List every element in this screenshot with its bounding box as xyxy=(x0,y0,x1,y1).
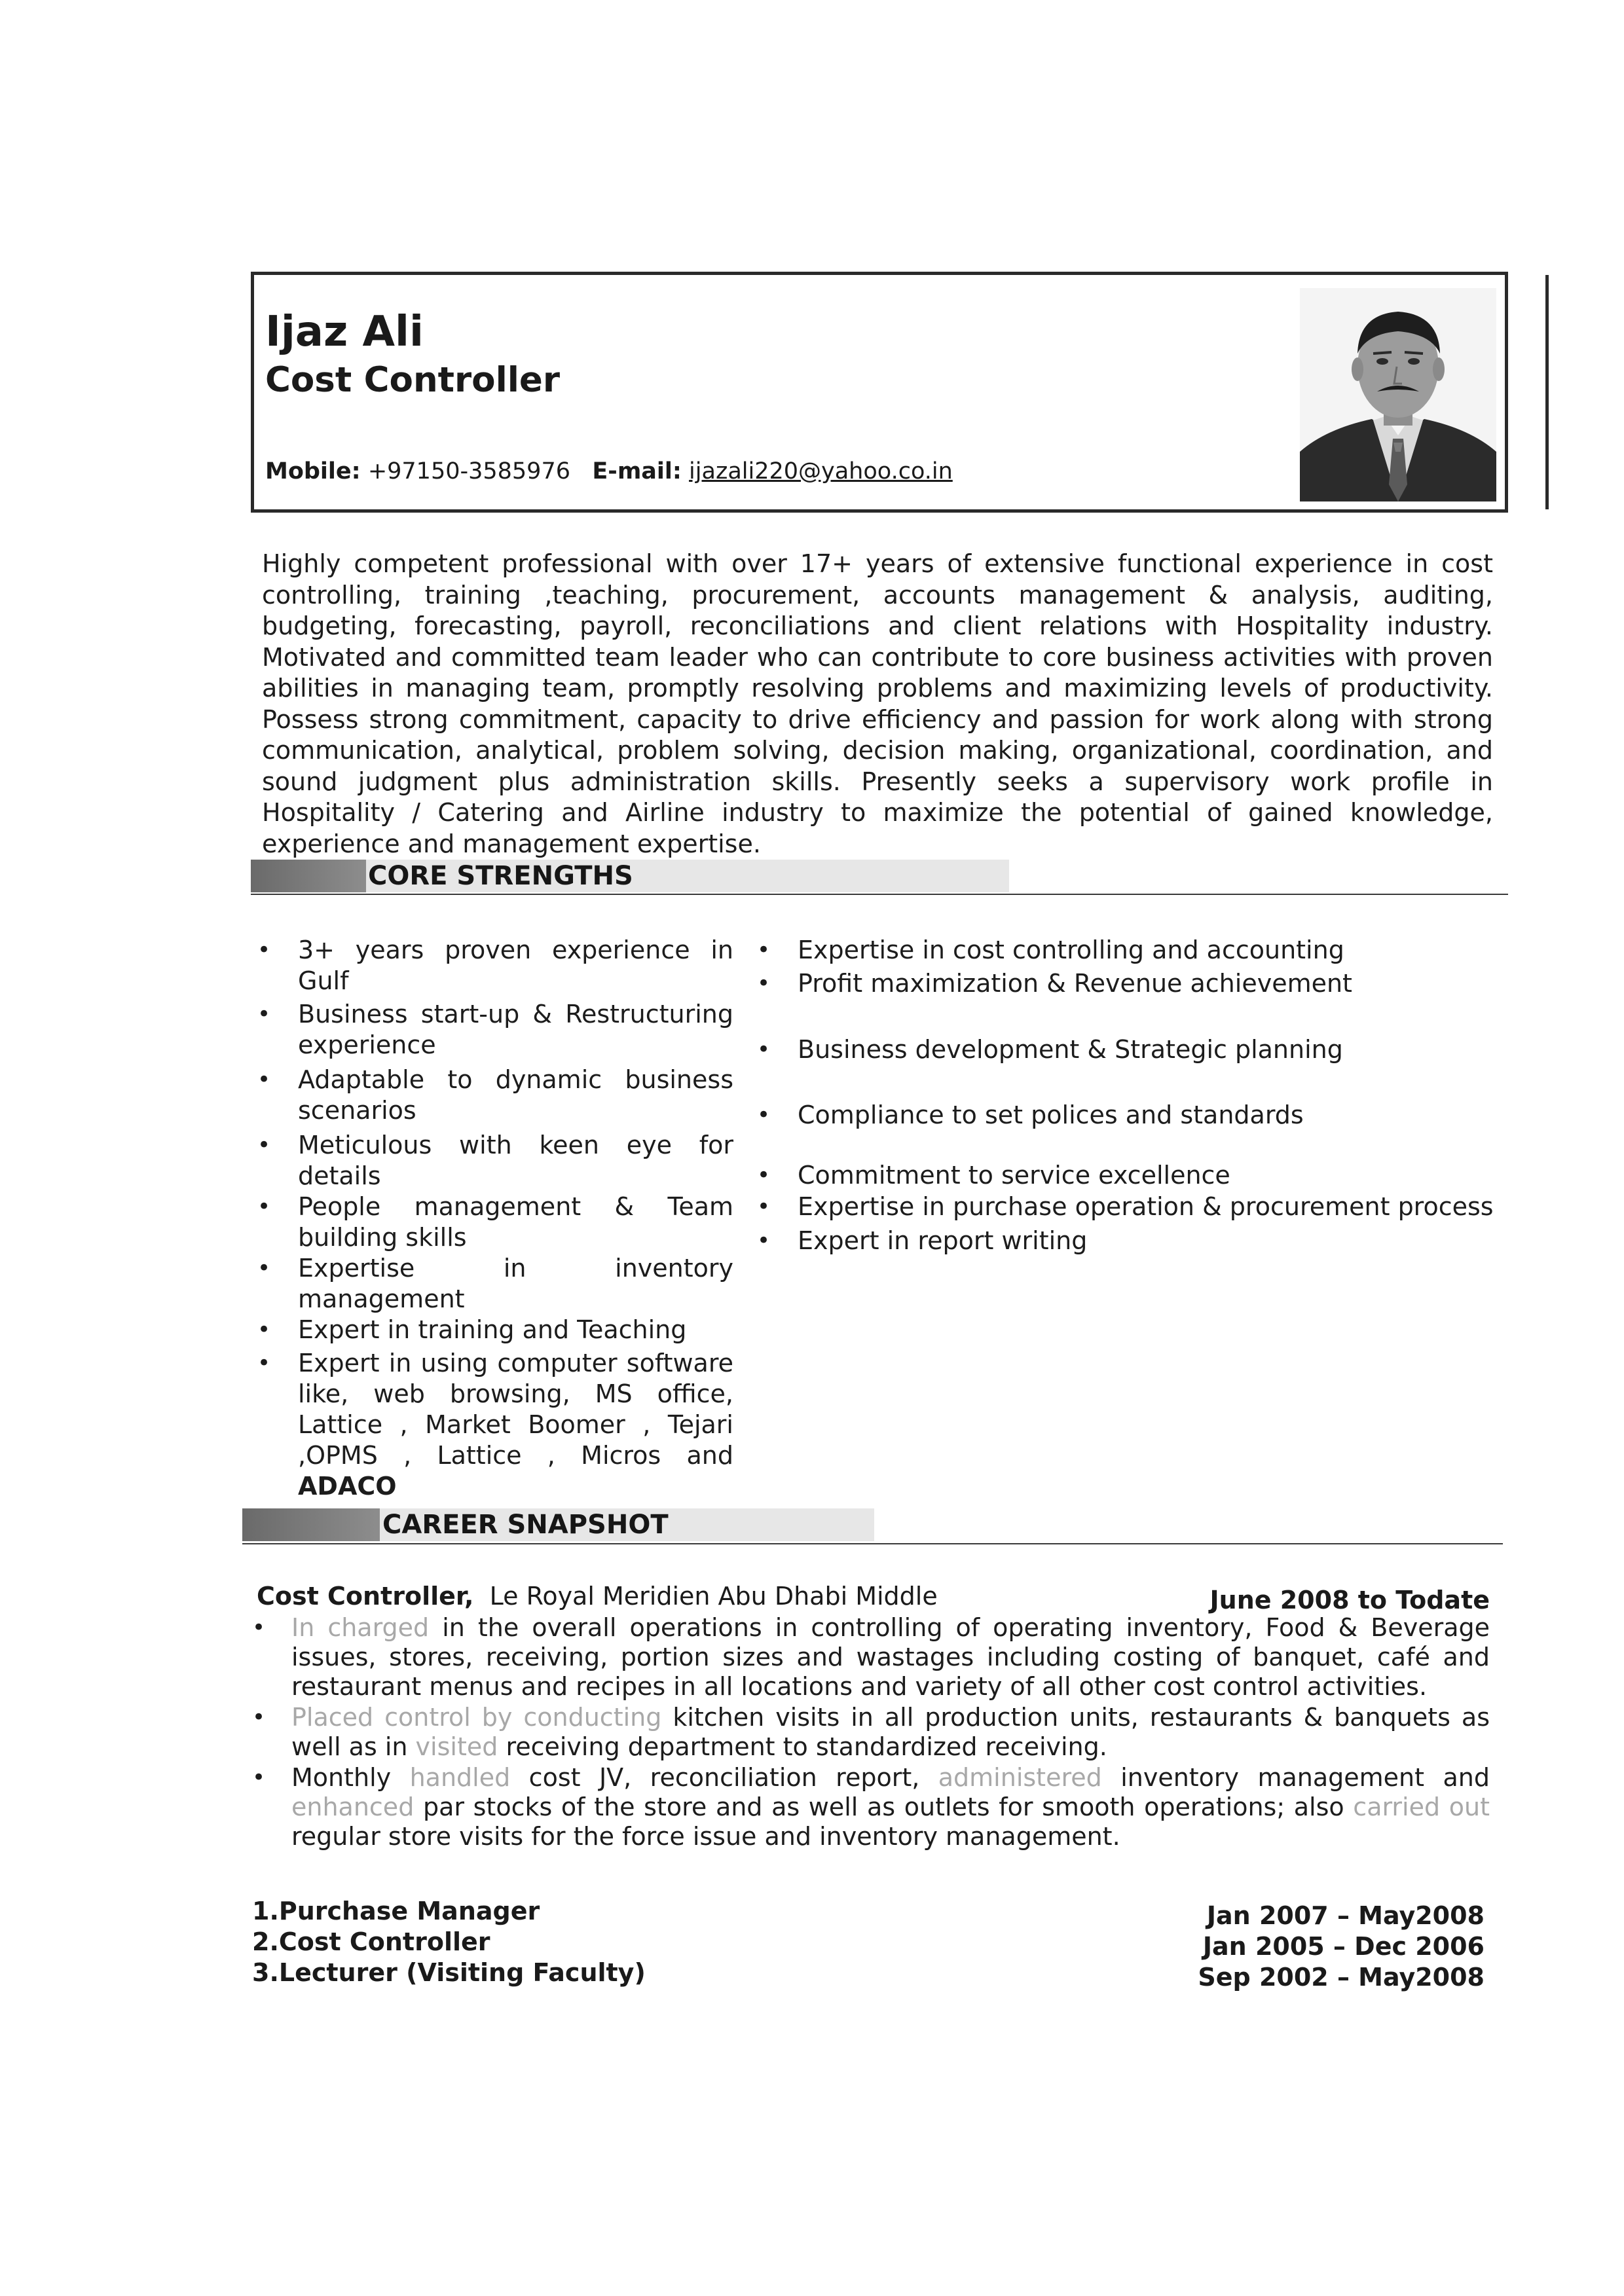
candidate-title: Cost Controller xyxy=(265,360,560,400)
position-dates: Sep 2002 – May2008 xyxy=(1198,1963,1485,1992)
email-link[interactable]: ijazali220@yahoo.co.in xyxy=(689,458,953,484)
strength-item: • Business start-up & Restructuring experience xyxy=(257,1000,733,1059)
strength-item-right: • Compliance to set polices and standards xyxy=(757,1101,1304,1129)
current-employer: Le Royal Meridien Abu Dhabi Middle xyxy=(489,1582,938,1611)
profile-summary: Highly competent professional with over 17+ years of extensive functional experience in cost controlling, training ,teaching, procurement, accounts management & analysis, auditing, budgeting, forecasting, payroll, reconciliations and client relations with Hospitality industry. Motivated and committed team leader who can contribute to core business activities with proven abilities in managing team, promptly resolving problems and maximizing levels of productivity. Possess strong commitment, capacity to drive efficiency and passion for work along with strong communication, analytical, problem solving, decision making, organizational, coordination, and sound judgment plus administration skills. Presently seeks a supervisory work profile in Hospitality / Catering and Airline industry to maximize the potential of gained knowledge, experience and management expertise. xyxy=(262,549,1493,858)
responsibility-item: • In charged in the overall operations in controlling of operating inventory, Food & Beverage issues, stores, receiving, portion sizes and wastages including costing of banquet, café and restaurant menus and recipes in all locations and variety of all other cost control activities. xyxy=(252,1613,1490,1701)
adaco-keyword: ADACO xyxy=(298,1472,397,1501)
responsibilities-list xyxy=(252,1613,1490,1851)
current-role-title: Cost Controller, xyxy=(257,1582,474,1611)
mobile-label: Mobile: xyxy=(265,458,361,484)
strength-item: • Expert in training and Teaching xyxy=(257,1315,687,1344)
strength-item-right: • Business development & Strategic planning xyxy=(757,1035,1343,1064)
position-title: 3.Lecturer (Visiting Faculty) xyxy=(252,1958,646,1987)
position-dates: Jan 2005 – Dec 2006 xyxy=(1202,1932,1485,1961)
mobile-value: +97150-3585976 xyxy=(367,458,570,484)
strength-item: • Meticulous with keen eye for details xyxy=(257,1131,733,1190)
strength-item: • Adaptable to dynamic business scenarios xyxy=(257,1065,733,1125)
strength-item: • Expertise in inventory management xyxy=(257,1254,733,1313)
core-strengths-bar-dark xyxy=(251,860,366,892)
strength-item-right: • Expert in report writing xyxy=(757,1226,1088,1255)
strengths-left-list xyxy=(252,935,733,1502)
contact-line xyxy=(265,458,953,484)
career-snapshot-heading: CAREER SNAPSHOT xyxy=(382,1510,669,1540)
position-dates: Jan 2007 – May2008 xyxy=(1206,1901,1485,1930)
strength-item-right: • Commitment to service excellence xyxy=(757,1161,1230,1190)
photo-divider xyxy=(1545,275,1549,509)
strength-item: • 3+ years proven experience in Gulf xyxy=(257,936,733,995)
strength-item: • People management & Team building skills xyxy=(257,1192,733,1252)
core-strengths-heading: CORE STRENGTHS xyxy=(368,861,633,891)
previous-positions xyxy=(252,1896,841,1988)
position-title: 2.Cost Controller xyxy=(252,1927,490,1956)
strength-item-right: • Profit maximization & Revenue achievement xyxy=(757,969,1352,998)
candidate-name: Ijaz Ali xyxy=(265,308,424,356)
position-title: 1.Purchase Manager xyxy=(252,1897,540,1925)
strength-item: • Expert in using computer software like, web browsing, MS office, Lattice , Market Boomer , Tejari ,OPMS , Lattice , Micros and ADACO xyxy=(257,1349,733,1501)
responsibility-item: • Placed control by conducting kitchen visits in all production units, restaurants & banquets as well as in visited receiving department to standardized receiving. xyxy=(252,1703,1490,1761)
current-role-dates: June 2008 to Todate xyxy=(1209,1586,1490,1614)
career-rule xyxy=(242,1543,1503,1544)
responsibility-item: • Monthly handled cost JV, reconciliation report, administered inventory management and enhanced par stocks of the store and as well as outlets for smooth operations; also carried out regular store visits for the force issue and inventory management. xyxy=(252,1763,1490,1851)
strength-item-right: • Expertise in purchase operation & procurement process xyxy=(757,1192,1494,1221)
profile-photo xyxy=(1300,288,1496,501)
strength-item-right: • Expertise in cost controlling and accounting xyxy=(757,936,1344,964)
current-role-line xyxy=(257,1582,938,1611)
core-strengths-rule xyxy=(251,894,1508,895)
previous-position-dates xyxy=(1179,1901,1485,1993)
career-bar-dark xyxy=(242,1508,380,1541)
header-box xyxy=(251,272,1508,513)
email-label: E-mail: xyxy=(592,458,682,484)
